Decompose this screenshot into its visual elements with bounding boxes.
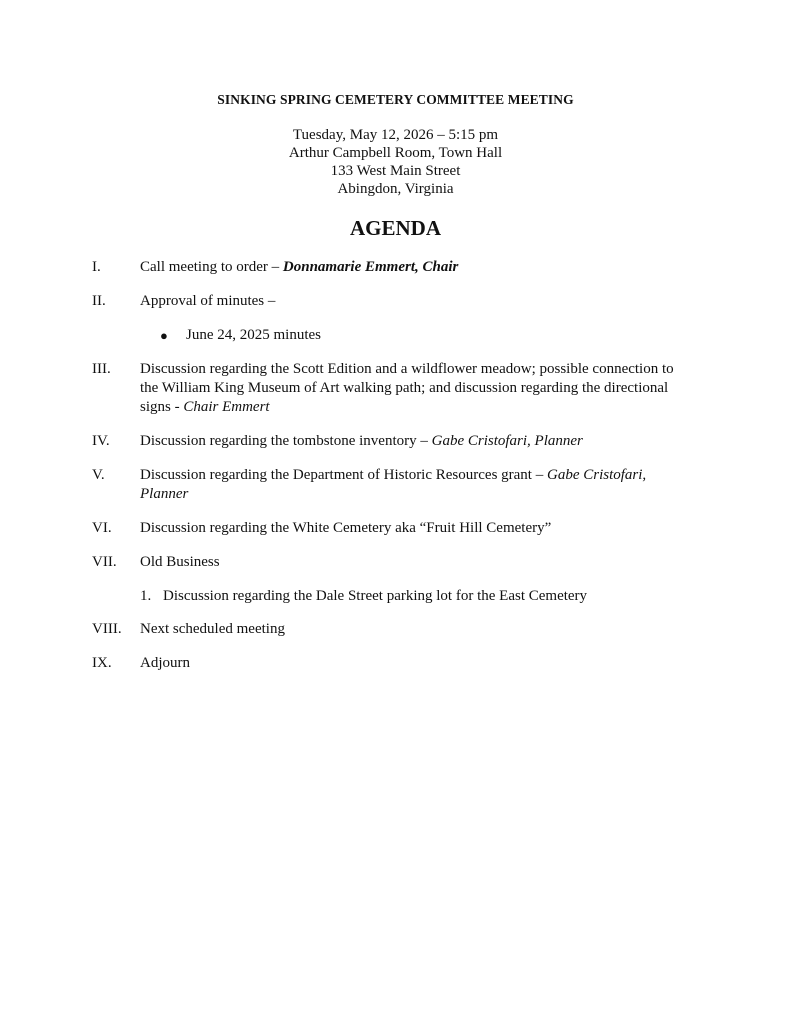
- meeting-street: 133 West Main Street: [330, 163, 461, 179]
- meeting-city: Abingdon, Virginia: [337, 181, 454, 197]
- item-3-line-3: [140, 399, 270, 416]
- meeting-title: SINKING SPRING CEMETERY COMMITTEE MEETING: [217, 92, 574, 107]
- item-1-text: [140, 259, 458, 276]
- item-7-text: Old Business: [140, 554, 220, 570]
- item-5-presenter-line-2: Planner: [140, 486, 189, 502]
- item-2-text: Approval of minutes –: [140, 293, 276, 309]
- item-3-line-2: the William King Museum of Art walking path; and discussion regarding the directional: [140, 380, 669, 396]
- meeting-date-time: Tuesday, May 12, 2026 – 5:15 pm: [292, 127, 499, 143]
- item-4-presenter: – Gabe Cristofari, Planner: [420, 433, 583, 449]
- item-number-5: V.: [92, 467, 105, 483]
- item-number-7: VII.: [92, 554, 117, 570]
- item-number-4: IV.: [92, 433, 110, 449]
- agenda-heading: AGENDA: [349, 216, 441, 240]
- item-number-6: VI.: [92, 520, 112, 536]
- item-1-presenter: Donnamarie Emmert, Chair: [282, 259, 459, 275]
- item-number-3: III.: [92, 361, 111, 377]
- item-number-8: VIII.: [92, 621, 122, 637]
- item-3-line-1: Discussion regarding the Scott Edition and a wildflower meadow; possible connection to: [140, 361, 674, 377]
- item-5-presenter-line-1: – Gabe Cristofari,: [535, 467, 647, 483]
- item-3-line-3-text: signs -: [140, 399, 184, 415]
- item-number-1: I.: [92, 259, 101, 275]
- item-8-text: Next scheduled meeting: [140, 621, 285, 637]
- item-2-sub-bullet: June 24, 2025 minutes: [186, 327, 321, 343]
- item-3-presenter: Chair Emmert: [183, 399, 270, 415]
- item-5-description: Discussion regarding the Department of Historic Resources grant: [140, 467, 536, 483]
- item-7-sub-number: 1.: [140, 588, 152, 604]
- item-5-text: [140, 467, 646, 484]
- item-9-text: Adjourn: [140, 655, 190, 671]
- item-1-description: Call meeting to order –: [140, 259, 283, 275]
- meeting-room: Arthur Campbell Room, Town Hall: [288, 145, 503, 161]
- item-number-9: IX.: [92, 655, 112, 671]
- bullet-icon: ●: [160, 328, 168, 343]
- item-6-text: Discussion regarding the White Cemetery aka “Fruit Hill Cemetery”: [140, 520, 552, 536]
- item-number-2: II.: [92, 293, 106, 309]
- item-4-text: [140, 433, 583, 450]
- item-4-description: Discussion regarding the tombstone inventory: [140, 433, 421, 449]
- item-7-sub-text: Discussion regarding the Dale Street parking lot for the East Cemetery: [163, 588, 588, 604]
